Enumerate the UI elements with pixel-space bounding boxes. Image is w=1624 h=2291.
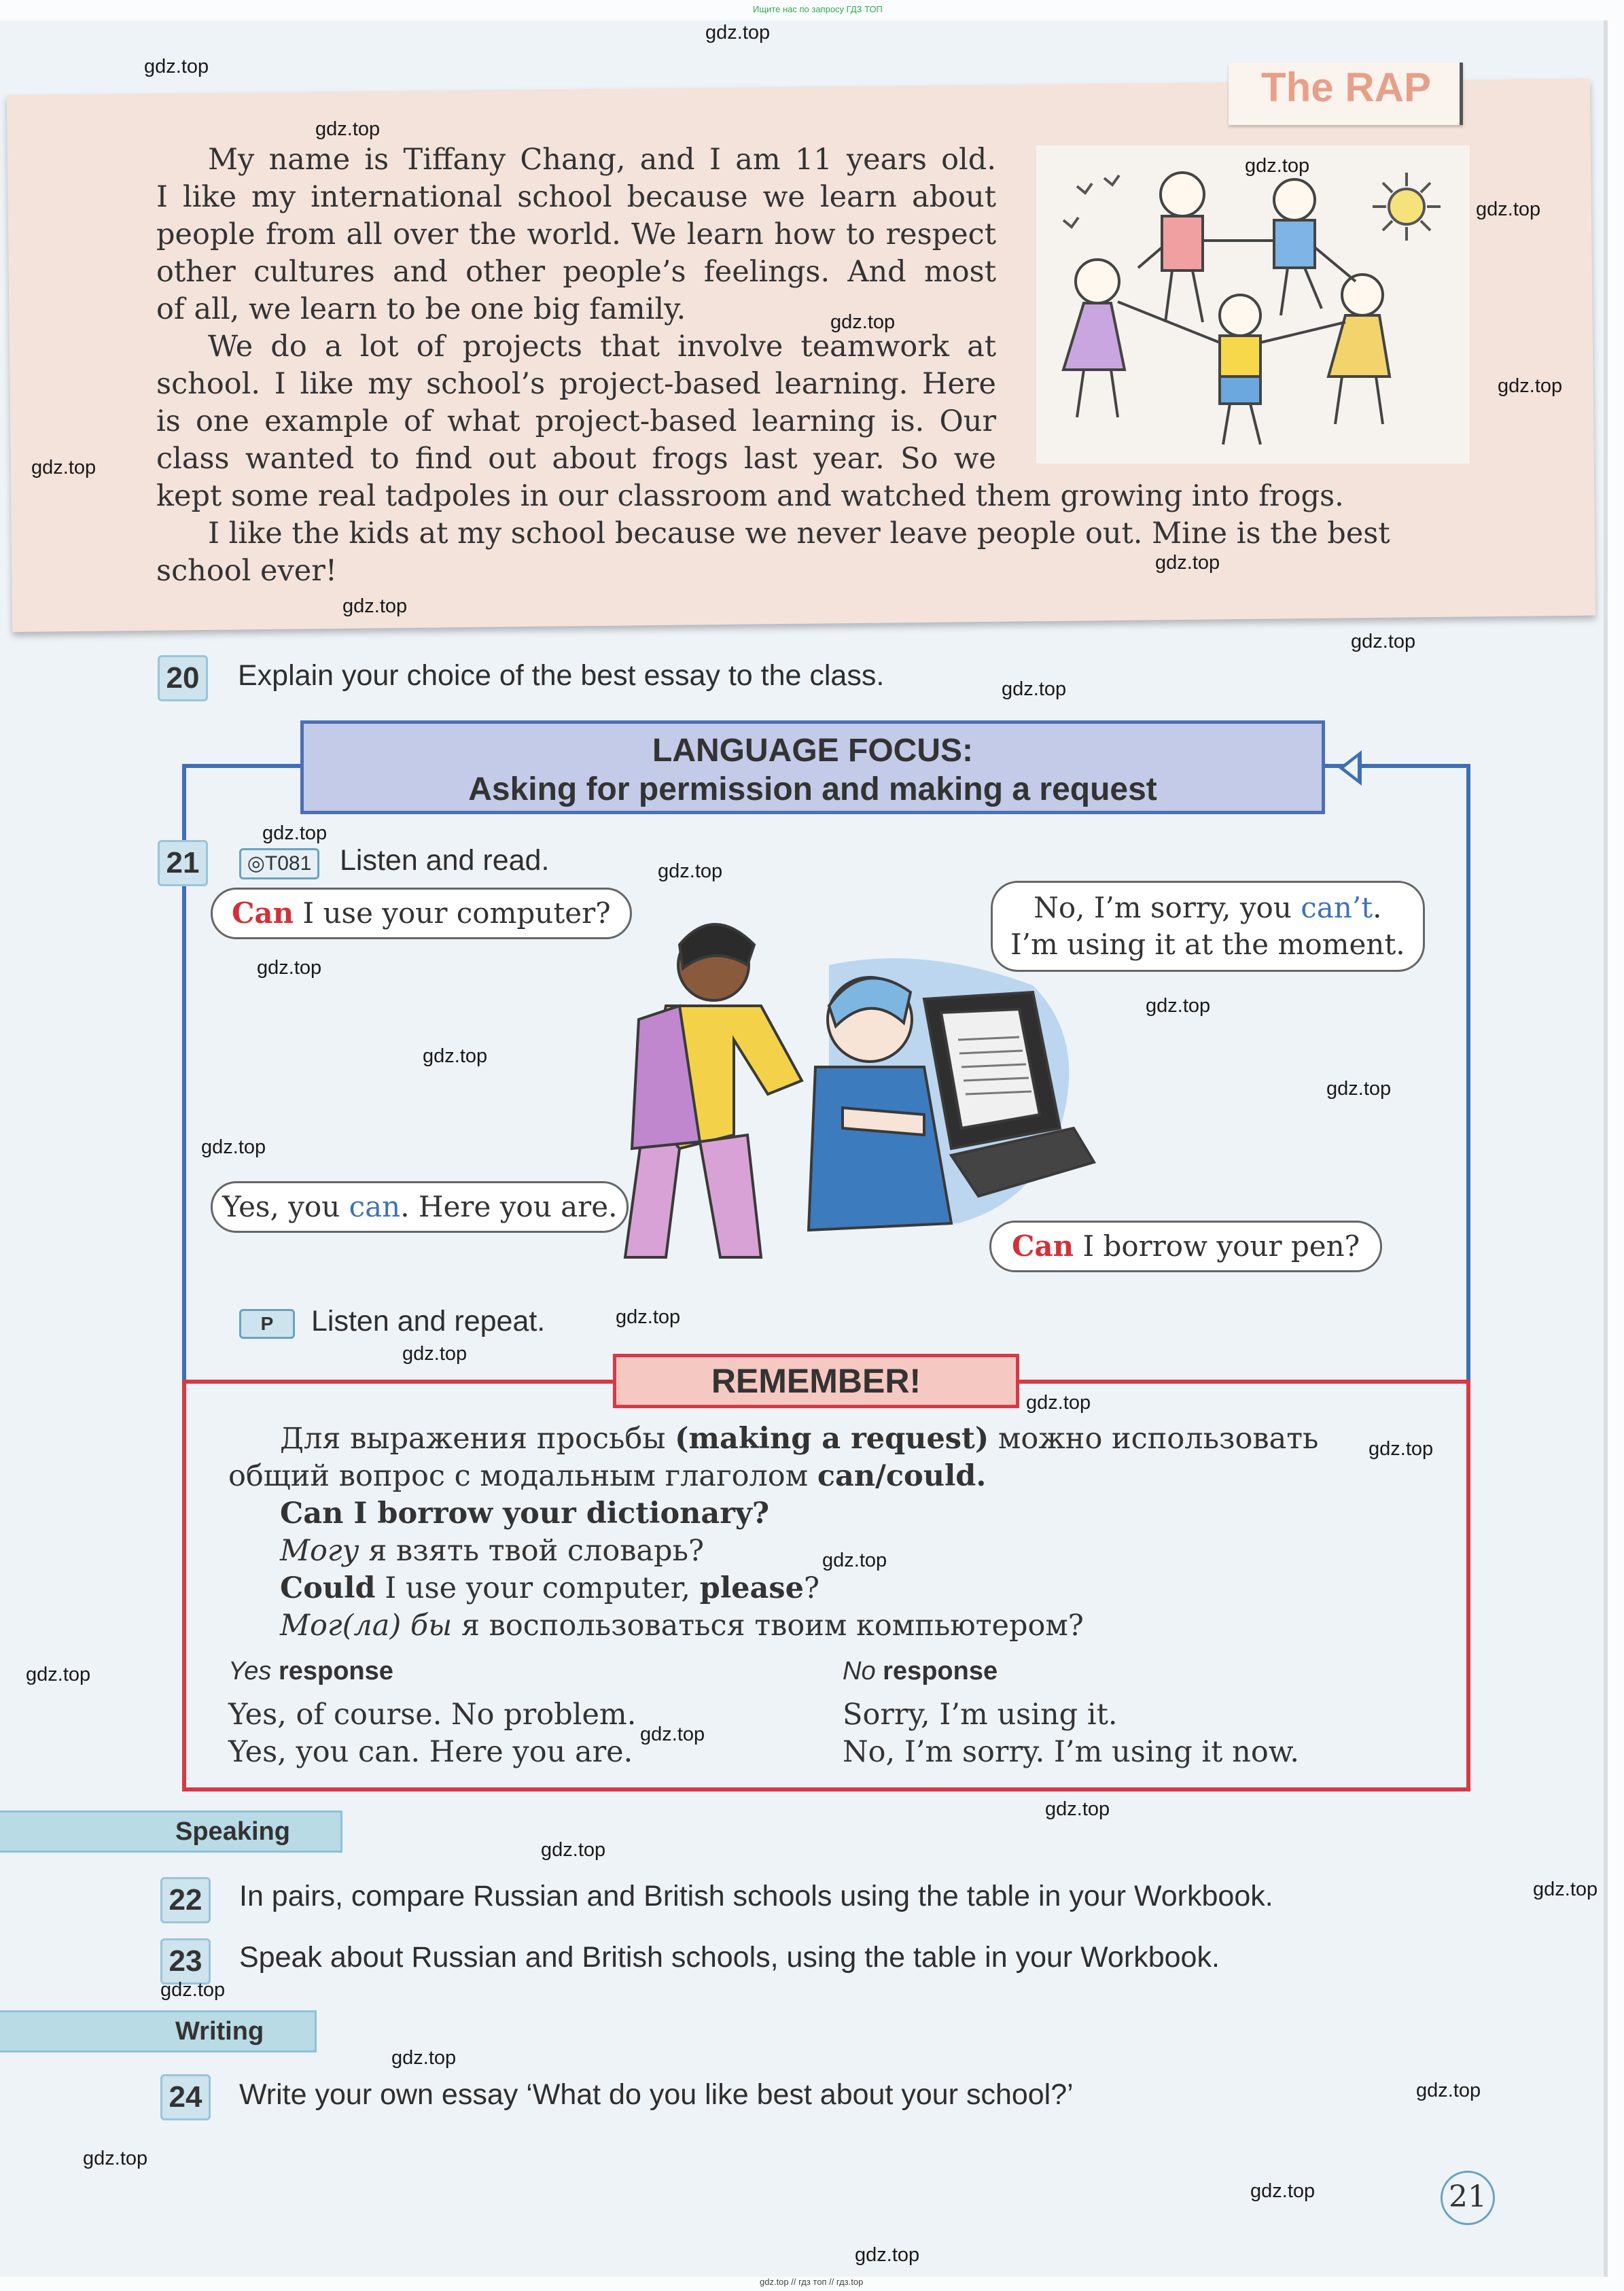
rap-line: is one example of what project-based learning is. Our bbox=[156, 404, 996, 438]
children-drawing bbox=[1036, 145, 1470, 464]
example-text: ? bbox=[803, 1571, 819, 1605]
example-en bbox=[280, 1497, 769, 1531]
language-focus-title: LANGUAGE FOCUS: bbox=[652, 733, 973, 769]
rap-line: class wanted to find out about frogs last year. So we bbox=[156, 442, 996, 476]
rap-tab bbox=[1229, 63, 1463, 125]
rule-term: (making a request) bbox=[675, 1422, 989, 1456]
rap-line: school ever! bbox=[156, 554, 338, 588]
watermark: gdz.top bbox=[1002, 678, 1067, 700]
top-note: Ищите нас по запросу ГДЗ ТОП bbox=[753, 4, 883, 14]
rule-term: can/could. bbox=[817, 1459, 987, 1493]
example-text: I borrow your dictionary? bbox=[343, 1497, 770, 1531]
language-focus-banner bbox=[300, 720, 1325, 814]
watermark: gdz.top bbox=[541, 1839, 606, 1861]
exercise-20-number: 20 bbox=[158, 655, 208, 701]
watermark: gdz.top bbox=[1416, 2080, 1481, 2101]
example-text-ru: я воспользоваться твоим компьютером? bbox=[452, 1609, 1084, 1643]
exercise-23-number: 23 bbox=[160, 1938, 211, 1984]
example-ru bbox=[280, 1534, 704, 1568]
rap-line: My name is Tiffany Chang, and I am 11 years old. bbox=[208, 143, 996, 177]
rap-line: I like my international school because we learn about bbox=[156, 180, 996, 214]
no-response-label bbox=[843, 1657, 998, 1686]
label-italic: Yes bbox=[228, 1657, 272, 1685]
bubble-text: I borrow your pen? bbox=[1074, 1229, 1360, 1263]
watermark: gdz.top bbox=[1250, 2180, 1316, 2202]
watermark: gdz.top bbox=[1045, 1798, 1110, 1820]
rap-line: of all, we learn to be one big family. bbox=[156, 292, 686, 326]
rule-text: общий вопрос с модальным глаголом bbox=[228, 1459, 817, 1493]
exercise-22-number: 22 bbox=[160, 1877, 211, 1923]
watermark: gdz.top bbox=[658, 860, 723, 882]
watermark: gdz.top bbox=[201, 1136, 266, 1158]
watermark: gdz.top bbox=[402, 1343, 467, 1365]
bubble-line: I’m using it at the moment. bbox=[1010, 928, 1405, 961]
watermark: gdz.top bbox=[1026, 1392, 1091, 1414]
example-modal-ru: Могу bbox=[280, 1534, 359, 1568]
remember-rule-line bbox=[228, 1459, 986, 1493]
rap-line: I like the kids at my school because we never leave people out. Mine is the best bbox=[208, 517, 1390, 550]
exercise-20-text: Explain your choice of the best essay to the class. bbox=[238, 659, 885, 692]
speech-bubble-permission bbox=[211, 1181, 629, 1233]
rap-line: people from all over the world. We learn how to respect bbox=[156, 217, 996, 251]
watermark: gdz.top bbox=[315, 118, 381, 140]
rap-line: We do a lot of projects that involve teamwork at bbox=[208, 330, 996, 364]
speech-bubble-use-computer bbox=[211, 888, 632, 939]
rap-tab-title: The RAP bbox=[1261, 65, 1432, 110]
writing-label: Writing bbox=[175, 2017, 264, 2046]
watermark: gdz.top bbox=[1245, 155, 1310, 177]
watermark: gdz.top bbox=[144, 56, 209, 77]
disc-icon: ◎ bbox=[247, 852, 265, 875]
watermark: gdz.top bbox=[1155, 552, 1220, 574]
example-text: I use your computer, bbox=[375, 1571, 700, 1605]
watermark: gdz.top bbox=[423, 1045, 488, 1067]
page-number: 21 bbox=[1441, 2171, 1495, 2225]
watermark: gdz.top bbox=[640, 1724, 705, 1745]
rap-line: school. I like my school’s project-based learning. Here bbox=[156, 367, 996, 401]
bubble-text: I use your computer? bbox=[294, 896, 611, 930]
bubble-highlight: Can bbox=[232, 896, 294, 930]
watermark: gdz.top bbox=[83, 2148, 148, 2169]
watermark: gdz.top bbox=[26, 1664, 91, 1685]
writing-section-bar bbox=[0, 2010, 317, 2052]
watermark: gdz.top bbox=[257, 957, 322, 979]
yes-response-label bbox=[228, 1657, 393, 1686]
watermark: gdz.top bbox=[1326, 1078, 1392, 1100]
exercise-23-text: Speak about Russian and British schools, using the table in your Workbook. bbox=[239, 1941, 1220, 1974]
watermark: gdz.top bbox=[855, 2244, 920, 2266]
bubble-highlight: can bbox=[349, 1190, 401, 1223]
label-bold: response bbox=[271, 1657, 393, 1685]
bubble-text: No, I’m sorry, you bbox=[1034, 891, 1301, 924]
watermark: gdz.top bbox=[822, 1550, 887, 1571]
rule-text: можно использовать bbox=[989, 1422, 1319, 1456]
example-please: please bbox=[699, 1571, 804, 1605]
watermark: gdz.top bbox=[1476, 198, 1541, 220]
example-modal: Can bbox=[280, 1497, 344, 1531]
bottom-note: gdz.top // гдз топ // гдз.top bbox=[760, 2277, 864, 2287]
watermark: gdz.top bbox=[616, 1306, 681, 1328]
watermark: gdz.top bbox=[342, 595, 408, 617]
example-modal: Could bbox=[280, 1571, 376, 1605]
speaking-label: Speaking bbox=[175, 1817, 290, 1846]
watermark: gdz.top bbox=[1146, 995, 1211, 1017]
exercise-21-text: Listen and read. bbox=[340, 844, 550, 877]
listen-repeat-text: Listen and repeat. bbox=[311, 1305, 546, 1337]
bubble-line bbox=[1010, 890, 1405, 926]
remember-banner: REMEMBER! bbox=[613, 1354, 1019, 1408]
watermark: gdz.top bbox=[830, 311, 896, 333]
yes-response: Yes, of course. No problem. bbox=[228, 1698, 637, 1732]
label-bold: response bbox=[875, 1657, 998, 1685]
watermark: gdz.top bbox=[160, 1979, 226, 2001]
bubble-text: Yes, you bbox=[222, 1190, 349, 1223]
exercise-24-text: Write your own essay ‘What do you like best about your school?’ bbox=[239, 2078, 1074, 2111]
arrow-icon bbox=[1339, 750, 1362, 786]
watermark: gdz.top bbox=[1369, 1438, 1434, 1460]
exercise-22-text: In pairs, compare Russian and British schools using the table in your Workbook. bbox=[239, 1880, 1273, 1912]
no-response: Sorry, I’m using it. bbox=[843, 1698, 1118, 1732]
watermark: gdz.top bbox=[391, 2047, 457, 2069]
pronunciation-badge: P bbox=[239, 1309, 295, 1339]
exercise-24-number: 24 bbox=[160, 2074, 211, 2120]
remember-rule-line bbox=[280, 1422, 1318, 1456]
bubble-highlight: Can bbox=[1012, 1229, 1074, 1263]
rap-line: other cultures and other people’s feelings. And most bbox=[156, 255, 996, 289]
watermark: gdz.top bbox=[705, 22, 771, 43]
no-response: No, I’m sorry. I’m using it now. bbox=[843, 1735, 1300, 1769]
rap-line: kept some real tadpoles in our classroom and watched them growing into frogs. bbox=[156, 479, 1344, 513]
watermark: gdz.top bbox=[1533, 1878, 1598, 1900]
speech-bubble-refusal bbox=[991, 881, 1425, 972]
speaking-section-bar bbox=[0, 1811, 342, 1853]
example-en bbox=[280, 1571, 819, 1605]
example-ru bbox=[280, 1609, 1084, 1643]
watermark: gdz.top bbox=[1498, 375, 1563, 397]
watermark: gdz.top bbox=[262, 822, 328, 844]
bubble-highlight: can’t bbox=[1301, 891, 1373, 924]
bubble-text: . Here you are. bbox=[400, 1190, 618, 1223]
track-code: T081 bbox=[264, 852, 312, 875]
audio-track-badge[interactable] bbox=[239, 848, 319, 879]
exercise-21-number: 21 bbox=[158, 840, 208, 886]
speech-bubble-borrow-pen bbox=[989, 1221, 1382, 1272]
language-focus-subtitle: Asking for permission and making a request bbox=[468, 771, 1157, 807]
label-italic: No bbox=[843, 1657, 876, 1685]
watermark: gdz.top bbox=[31, 457, 96, 478]
bubble-text: . bbox=[1373, 891, 1382, 924]
example-text-ru: я взять твой словарь? bbox=[359, 1534, 705, 1568]
example-modal-ru: Мог(ла) бы bbox=[280, 1609, 453, 1643]
rule-text: Для выражения просьбы bbox=[280, 1422, 675, 1456]
watermark: gdz.top bbox=[1351, 631, 1416, 652]
yes-response: Yes, you can. Here you are. bbox=[228, 1735, 633, 1769]
